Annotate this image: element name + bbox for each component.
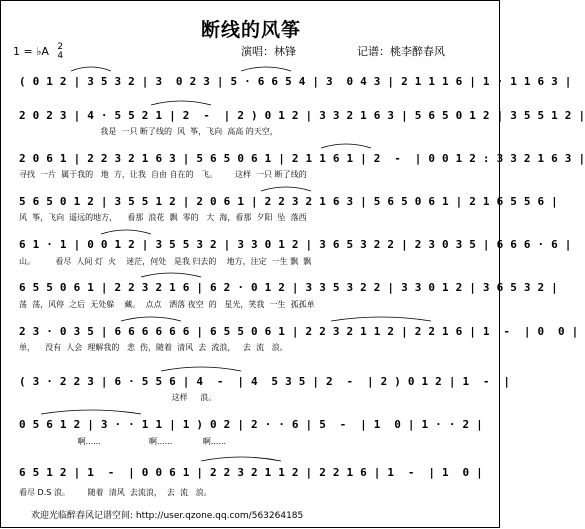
lyrics-row: 啊...... 啊...... 啊...... [19, 437, 227, 446]
notation-row: 2 0 6 1 | 2 2 3 2 1 6 3 | 5 6 5 0 6 1 | 2 1 1 6 1 | 2 - | 0 0 1 2 : 3 3 2 1 6 3 | [19, 152, 585, 165]
lyrics-row: 荡 荡，风停 之后 无处躲 藏。 点点 洒落 夜空 的 星光，笑我 一生 孤孤单 [19, 300, 315, 309]
time-numerator: 2 [57, 42, 64, 52]
notation-row: 6 1 · 1 | 0 0 1 2 | 3 5 5 3 2 | 3 3 0 1 2 | 3 6 5 3 2 2 | 2 3 0 3 5 | 6 6 6 · 6 | [19, 238, 572, 251]
lyrics-row: 这样 浪。 [19, 393, 217, 402]
singer-credit: 演唱：林锋 [241, 45, 296, 58]
notation-row: 5 6 5 0 1 2 | 3 5 5 1 2 | 2 0 6 1 | 2 2 3 2 1 6 3 | 5 6 5 0 6 1 | 2 1 6 5 5 6 | [19, 195, 558, 208]
lyrics-row: 寻找 一片 属于我的 地 方，让我 自由 自在的 飞。 这样 一只 断了线的 [19, 170, 307, 179]
song-title: 断线的风筝 [200, 19, 301, 41]
notation-row: 6 5 1 2 | 1 - | 0 0 6 1 | 2 2 3 2 1 1 2 | 2 2 1 6 | 1 - | 1 0 | [19, 466, 483, 479]
lyrics-row: 单， 没有 人会 理解我的 悲 伤，随着 清风 去 流浪， 去 流 浪。 [19, 343, 288, 352]
lyrics-row: 看尽 D.S 浪。 随着 清风 去流浪， 去 流 浪。 [19, 488, 212, 497]
notation-row: 2 3 · 0 3 5 | 6 6 6 6 6 6 | 6 5 5 0 6 1 | 2 2 3 2 1 1 2 | 2 2 1 6 | 1 - | 0 0 | [19, 325, 579, 338]
lyrics-row: 山。 看尽 人间 灯 火 迷茫，何处 是我 归去的 地方，注定 一生 飘 飘 [19, 257, 312, 266]
notation-row: 2 0 2 3 | 4 · 5 5 2 1 | 2 - | 2 ) 0 1 2 | 3 3 2 1 6 3 | 5 6 5 0 1 2 | 3 5 5 1 2 | [19, 109, 585, 122]
notation-row: 6 5 5 0 6 1 | 2 2 3 2 1 6 | 6 2 · 0 1 2 | 3 3 5 3 2 2 | 3 3 0 1 2 | 3 6 5 3 2 | [19, 281, 558, 294]
lyrics-row: 风 筝，飞向 遥远的地方， 看那 浪花 飘 零的 大 海，看那 夕阳 坠 落西 [19, 213, 307, 222]
transcriber-credit: 记谱：桃李醉春风 [357, 45, 445, 58]
lyrics-row: 我是 一只 断了线的 风 筝，飞向 高高 的天空， [19, 127, 278, 136]
footer-credit: 欢迎光临醉春风记谱空间: http://user.qzone.qq.com/563264185 [31, 511, 304, 521]
key-label: 1 = ♭A [13, 45, 49, 58]
time-denominator: 4 [57, 51, 64, 61]
notation-row: ( 3 · 2 2 3 | 6 · 5 5 6 | 4 - | 4 5 3 5 | 2 - | 2 ) 0 1 2 | 1 - | [19, 375, 511, 388]
notation-row: 0 5 6 1 2 | 3 · · 1 1 | 1 ) 0 2 | 2 · · 6 | 5 - | 1 0 | 1 · · 2 | [19, 418, 483, 431]
slur-marks [1, 1, 585, 529]
notation-row: ( 0 1 2 | 3 5 3 2 | 3 0 2 3 | 5 · 6 6 5 4 | 3 0 4 3 | 2 1 1 1 6 | 1 · 1 1 6 3 | [19, 75, 572, 88]
